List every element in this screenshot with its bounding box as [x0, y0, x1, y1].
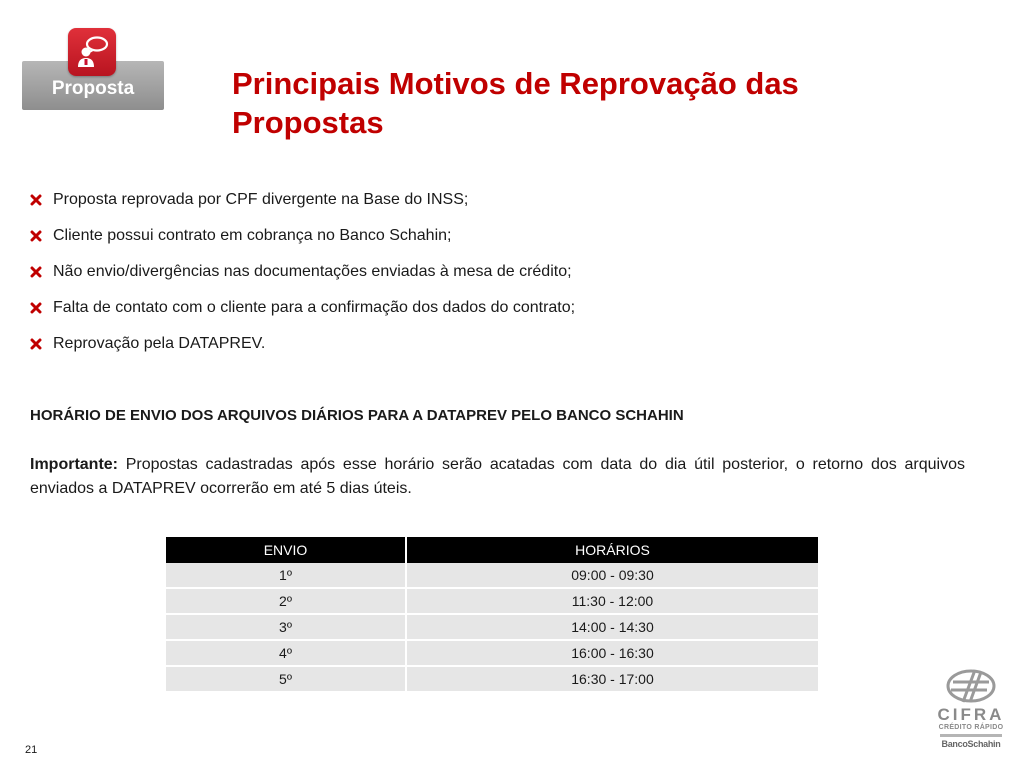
reasons-list: [30, 188, 575, 368]
schedule-body: [166, 563, 818, 693]
envio-cell: 5º: [166, 667, 407, 693]
reason-text: Falta de contato com o cliente para a confirmação dos dados do contrato;: [53, 299, 576, 316]
schedule-table: [166, 537, 818, 693]
important-note: [30, 453, 965, 501]
x-mark-icon: [30, 224, 42, 248]
table-row: [166, 641, 818, 667]
x-mark-icon: [30, 296, 42, 320]
section-heading: HORÁRIO DE ENVIO DOS ARQUIVOS DIÁRIOS PARA A DATAPREV PELO BANCO SCHAHIN: [30, 407, 684, 424]
user-speech-icon: [68, 28, 116, 76]
logo-fine-print: [940, 734, 1002, 737]
header-horarios: HORÁRIOS: [407, 537, 818, 563]
reason-text: Não envio/divergências nas documentações enviadas à mesa de crédito;: [53, 263, 572, 280]
x-mark-icon: [30, 260, 42, 284]
reason-item: [30, 260, 575, 296]
table-row: [166, 563, 818, 589]
logo-name: CIFRA: [937, 705, 1005, 724]
table-row: [166, 615, 818, 641]
envio-cell: 4º: [166, 641, 407, 667]
table-header-row: [166, 537, 818, 563]
note-label: Importante:: [30, 456, 118, 473]
page-title: Principais Motivos de Reprovação das Propostas: [232, 66, 799, 140]
horario-cell: 16:30 - 17:00: [407, 667, 818, 693]
horario-cell: 16:00 - 16:30: [407, 641, 818, 667]
reason-item: [30, 188, 575, 224]
proposta-badge: [22, 28, 164, 110]
envio-cell: 1º: [166, 563, 407, 589]
logo-tagline: CRÉDITO RÁPIDO: [938, 724, 1004, 731]
cifra-emblem-icon: [945, 668, 997, 704]
logo-bank: BancoSchahin: [941, 739, 1001, 749]
horario-cell: 14:00 - 14:30: [407, 615, 818, 641]
x-mark-icon: [30, 332, 42, 356]
header-envio: ENVIO: [166, 537, 407, 563]
reason-item: [30, 332, 575, 368]
badge-label: Proposta: [22, 61, 164, 110]
reason-item: [30, 224, 575, 260]
note-text: Propostas cadastradas após esse horário serão acatadas com data do dia útil posterior, o retorno dos arquivos enviados a DATAPREV ocorrerão em até 5 dias úteis.: [30, 456, 965, 497]
page-number: 21: [25, 744, 38, 756]
x-mark-icon: [30, 188, 42, 212]
reason-text: Cliente possui contrato em cobrança no Banco Schahin;: [53, 227, 452, 244]
horario-cell: 09:00 - 09:30: [407, 563, 818, 589]
cifra-logo: [930, 668, 1012, 762]
table-row: [166, 589, 818, 615]
envio-cell: 3º: [166, 615, 407, 641]
table-row: [166, 667, 818, 693]
horario-cell: 11:30 - 12:00: [407, 589, 818, 615]
reason-item: [30, 296, 575, 332]
reason-text: Reprovação pela DATAPREV.: [53, 335, 266, 352]
envio-cell: 2º: [166, 589, 407, 615]
reason-text: Proposta reprovada por CPF divergente na Base do INSS;: [53, 191, 469, 208]
